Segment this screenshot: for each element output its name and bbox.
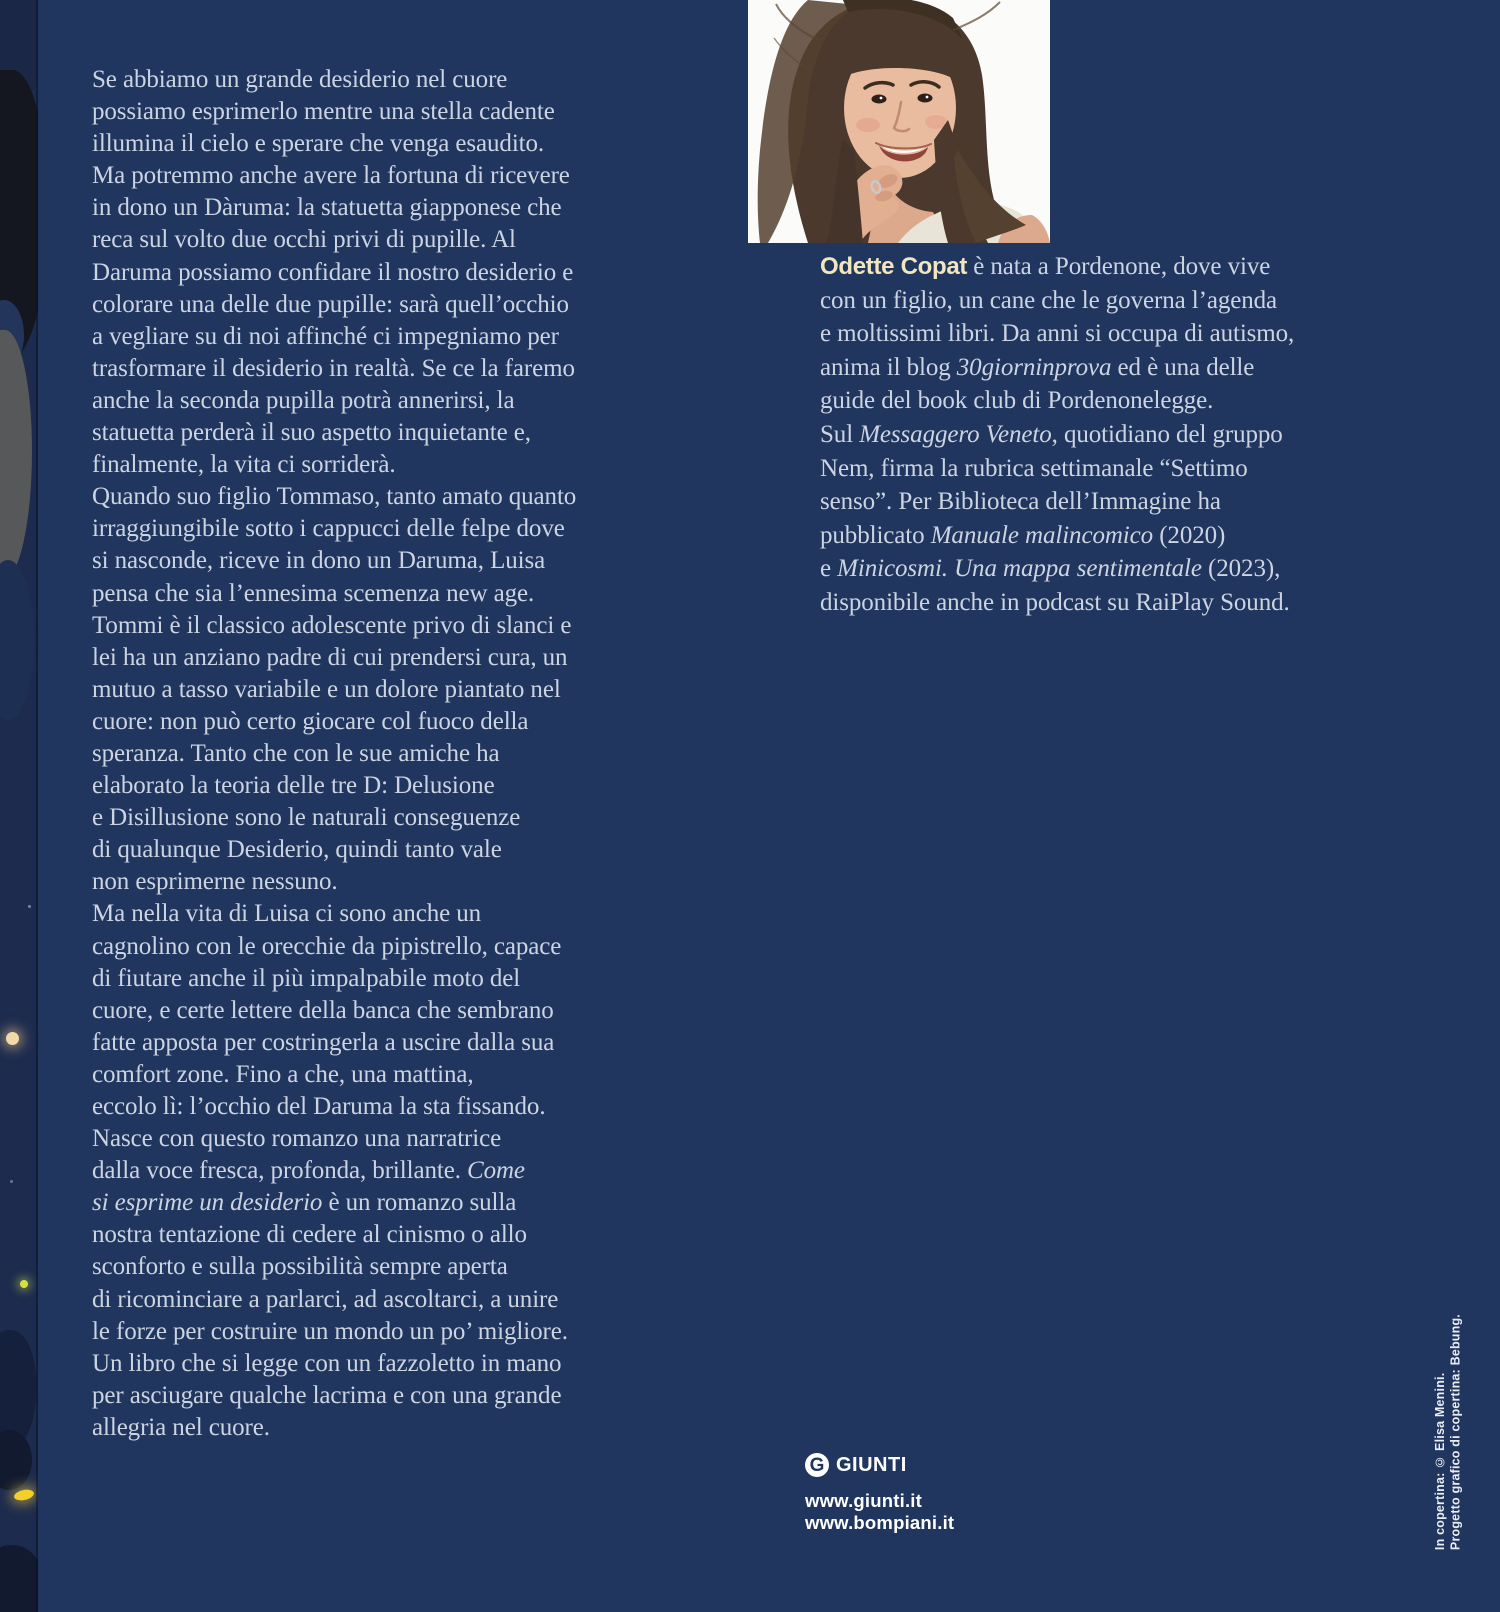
text-line: sconforto e sulla possibilità sempre aperta <box>92 1253 508 1281</box>
text-line: finalmente, la vita ci sorriderà. <box>92 451 396 479</box>
giunti-wordmark: GIUNTI <box>836 1453 907 1476</box>
text-line: in dono un Dàruma: la statuetta giapponese che <box>92 194 562 222</box>
text-line: nostra tentazione di cedere al cinismo o allo <box>92 1221 527 1249</box>
cover-credits <box>1433 1314 1464 1550</box>
text-line: Nasce con questo romanzo una narratrice <box>92 1125 502 1153</box>
text-line: Daruma possiamo confidare il nostro desiderio e <box>92 258 574 286</box>
website-url-bompiani: www.bompiani.it <box>805 1512 955 1533</box>
publisher-logo <box>805 1452 954 1478</box>
gray-smoke-shape <box>0 330 32 580</box>
text-line: mutuo a tasso variabile e un dolore piantato nel <box>92 675 561 703</box>
text-line: disponibile anche in podcast su RaiPlay Sound. <box>820 588 1290 616</box>
text-line: allegria nel cuore. <box>92 1413 270 1441</box>
author-photo <box>748 0 1050 243</box>
text-line: senso”. Per Biblioteca dell’Immagine ha <box>820 488 1221 516</box>
text-line: Tommi è il classico adolescente privo di slanci e <box>92 611 572 639</box>
text-line: Ma potremmo anche avere la fortuna di ricevere <box>92 162 570 190</box>
text-line: illumina il cielo e sperare che venga esaudito. <box>92 130 545 158</box>
text-line: si esprime un desiderio è un romanzo sulla <box>92 1189 517 1217</box>
text-line: cuore: non può certo giocare col fuoco della <box>92 707 529 735</box>
text-line: di qualunque Desiderio, quindi tanto vale <box>92 836 502 864</box>
text-line: irraggiungibile sotto i cappucci delle felpe dove <box>92 515 565 543</box>
text-line: possiamo esprimerlo mentre una stella cadente <box>92 98 555 126</box>
text-line: non esprimerne nessuno. <box>92 868 338 896</box>
star-icon <box>20 1280 28 1288</box>
text-line: pensa che sia l’ennesima scemenza new age. <box>92 579 535 607</box>
text-line: Quando suo figlio Tommaso, tanto amato quanto <box>92 483 577 511</box>
firefly-icon <box>13 1488 35 1502</box>
giunti-logo-icon: G <box>805 1453 829 1477</box>
cover-credit-designer: Progetto grafico di copertina: Bebung. <box>1448 1313 1463 1550</box>
cloud-shape <box>0 560 34 720</box>
text-line: pubblicato Manuale malincomico (2020) <box>820 521 1226 549</box>
cloud-shape <box>0 1430 32 1490</box>
author-portrait-illustration <box>748 0 1050 243</box>
text-line: Sul Messaggero Veneto, quotidiano del gruppo <box>820 420 1283 448</box>
text-line: a vegliare su di noi affinché ci impegniamo per <box>92 322 559 350</box>
star-icon <box>10 1180 13 1183</box>
text-line: Se abbiamo un grande desiderio nel cuore <box>92 66 508 93</box>
text-line: comfort zone. Fino a che, una mattina, <box>92 1060 474 1088</box>
text-line: cagnolino con le orecchie da pipistrello, capace <box>92 932 562 960</box>
text-line: statuetta perderà il suo aspetto inquietante e, <box>92 419 531 447</box>
publisher-footer <box>805 1452 954 1534</box>
text-line: si nasconde, riceve in dono un Daruma, Luisa <box>92 547 546 575</box>
text-line: Un libro che si legge con un fazzoletto in mano <box>92 1349 562 1377</box>
fold-crease <box>36 0 38 1612</box>
text-line: reca sul volto due occhi privi di pupille. Al <box>92 226 516 254</box>
text-line: dalla voce fresca, profonda, brillante. Come <box>92 1157 525 1185</box>
cover-art-strip <box>0 0 38 1612</box>
star-icon <box>6 1032 19 1045</box>
text-line: e Disillusione sono le naturali conseguenze <box>92 804 521 832</box>
text-line: trasformare il desiderio in realtà. Se ce la faremo <box>92 354 575 382</box>
text-line: le forze per costruire un mondo un po’ migliore. <box>92 1317 568 1345</box>
text-line: Nem, firma la rubrica settimanale “Settimo <box>820 454 1248 482</box>
text-line: e moltissimi libri. Da anni si occupa di autismo, <box>820 320 1295 348</box>
text-line: di fiutare anche il più impalpabile moto del <box>92 964 521 992</box>
text-line: cuore, e certe lettere della banca che sembrano <box>92 996 554 1024</box>
text-line: speranza. Tanto che con le sue amiche ha <box>92 739 500 767</box>
cloud-shape <box>0 1545 38 1612</box>
text-line: per asciugare qualche lacrima e con una grande <box>92 1381 562 1409</box>
synopsis-text <box>92 64 712 1444</box>
text-line: fatte apposta per costringerla a uscire dalla sua <box>92 1028 555 1056</box>
text-line: Odette Copat è nata a Pordenone, dove vive <box>820 253 1271 280</box>
author-bio-text <box>820 250 1400 620</box>
website-url-giunti: www.giunti.it <box>805 1490 923 1511</box>
text-line: anche la seconda pupilla potrà annerirsi, la <box>92 386 515 414</box>
text-line: elaborato la teoria delle tre D: Delusione <box>92 772 495 800</box>
text-line: Ma nella vita di Luisa ci sono anche un <box>92 900 482 928</box>
text-line: anima il blog 30giorninprova ed è una delle <box>820 353 1255 381</box>
text-line: lei ha un anziano padre di cui prendersi cura, un <box>92 643 568 671</box>
text-line: con un figlio, un cane che le governa l’agenda <box>820 286 1278 314</box>
text-line: di ricominciare a parlarci, ad ascoltarci, a unire <box>92 1285 559 1313</box>
text-line: colorare una delle due pupille: sarà quell’occhio <box>92 290 569 318</box>
text-line: guide del book club di Pordenonelegge. <box>820 387 1214 415</box>
text-line: e Minicosmi. Una mappa sentimentale (2023), <box>820 555 1281 583</box>
text-line: eccolo lì: l’occhio del Daruma la sta fissando. <box>92 1093 546 1120</box>
star-icon <box>28 905 31 908</box>
cover-credit-illustrator: In copertina: © Elisa Menini. <box>1433 1372 1447 1550</box>
